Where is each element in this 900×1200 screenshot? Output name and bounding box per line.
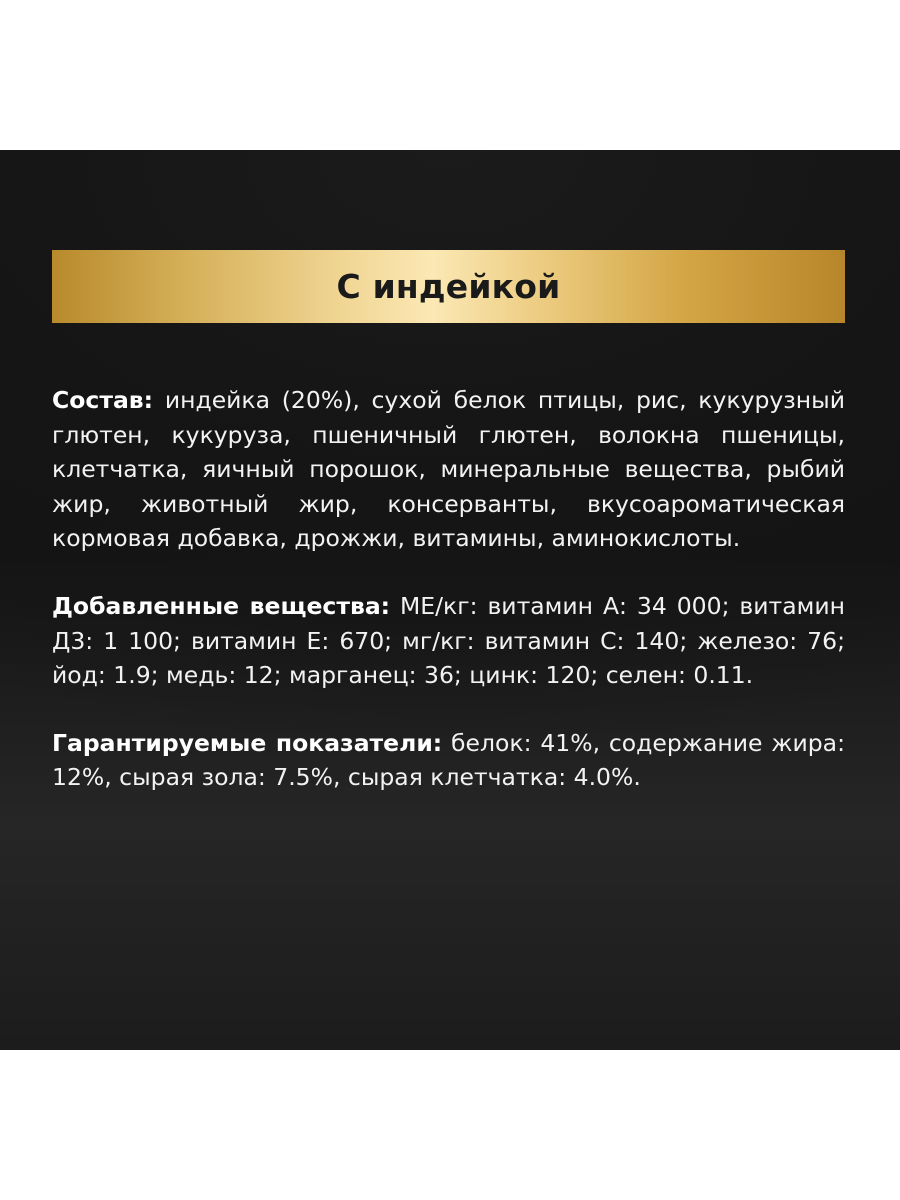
content-block [52, 383, 845, 828]
banner-title: С индейкой [336, 267, 561, 306]
additives-text: МЕ/кг: витамин А: 34 000; витамин Д3: 1 100; витамин Е: 670; мг/кг: витамин С: 140; железо: 76; йод: 1.9; медь: 12; марганец: 36; цинк: 120; селен: 0.11. [52, 591, 845, 690]
guaranteed-label: Гарантируемые показатели: [52, 728, 443, 757]
guaranteed-text: белок: 41%, содержание жира: 12%, сырая зола: 7.5%, сырая клетчатка: 4.0%. [52, 728, 845, 792]
additives-label: Добавленные вещества: [52, 591, 391, 620]
additives-paragraph [52, 589, 845, 693]
info-panel [0, 150, 900, 1050]
composition-text: индейка (20%), сухой белок птицы, рис, кукурузный глютен, кукуруза, пшеничный глютен, волокна пшеницы, клетчатка, яичный порошок, минеральные вещества, рыбий жир, животный жир, консерванты, вкусоароматическая кормовая добавка, дрожжи, витамины, аминокислоты. [52, 386, 845, 553]
composition-paragraph [52, 383, 845, 556]
title-banner [52, 250, 845, 323]
composition-label: Состав: [52, 386, 154, 414]
guaranteed-paragraph [52, 726, 845, 795]
